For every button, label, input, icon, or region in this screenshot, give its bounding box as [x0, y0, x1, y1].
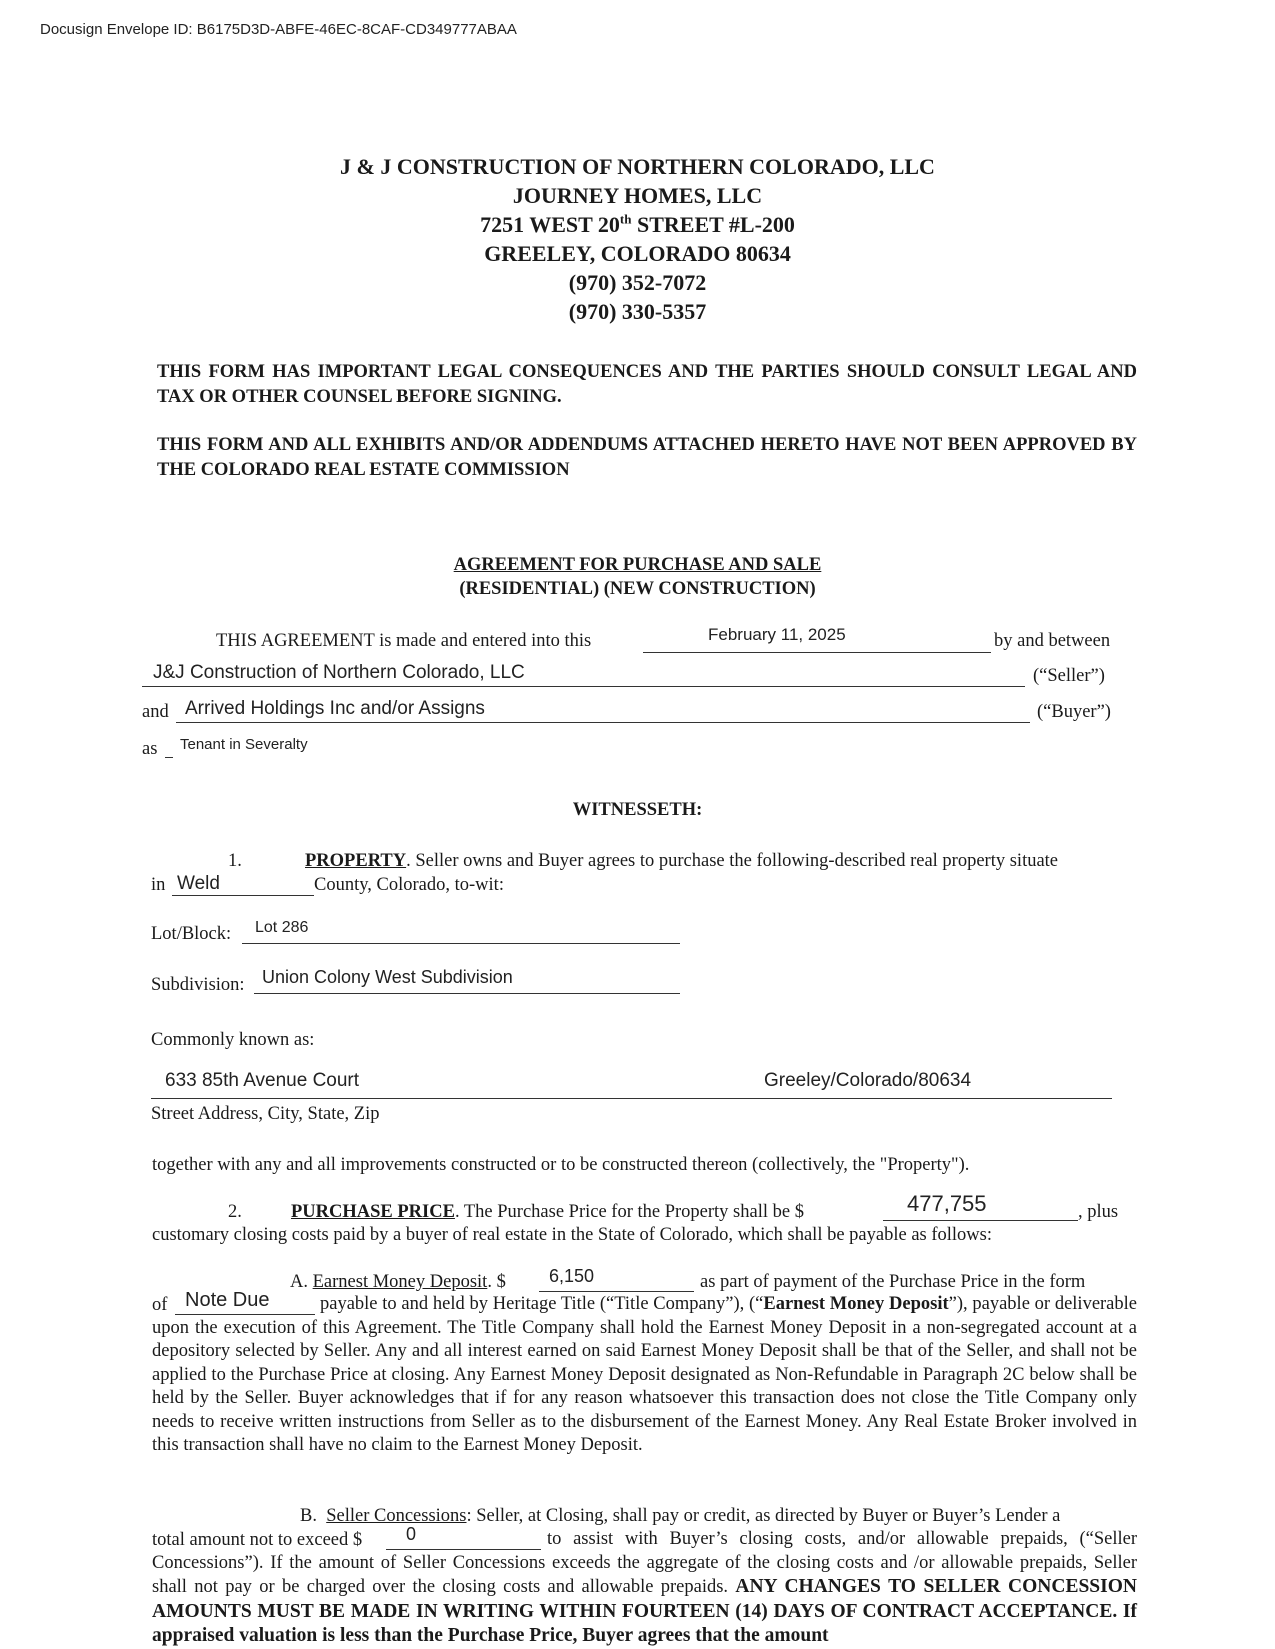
purchase-price: 477,755: [907, 1191, 987, 1216]
and-label: and: [142, 702, 169, 722]
by-and-between: by and between: [994, 631, 1111, 651]
earnest-body: payable to and held by Heritage Title (“Title Company”), (“Earnest Money Deposit”), payable or deliverable upon the execution of this Agreement. The Title Company shall hold the Earnest Money Deposit in a non-segregated account at a depository selected by Seller. Any and all interest earned on said Earnest Money Deposit shall be that of the Seller, and shall not be applied to the Purchase Price at closing. Any Earnest Money Deposit designated as Non-Refundable in Paragraph 2C below shall be held by the Seller. Buyer acknowledges that if for any reason whatsoever this transaction does not close the Title Company only needs to receive written instructions from Seller as to the disbursement of the Earnest Money. Any Real Estate Broker involved in this transaction shall have no claim to the Earnest Money Deposit.: [152, 1294, 1137, 1455]
tenancy: Tenant in Severalty: [180, 736, 308, 753]
commonly-known-label: Commonly known as:: [151, 1030, 315, 1050]
agreement-intro: THIS AGREEMENT is made and entered into this: [216, 631, 592, 651]
earnest-amount: 6,150: [549, 1266, 595, 1286]
legal-warning: THIS FORM HAS IMPORTANT LEGAL CONSEQUENCES AND THE PARTIES SHOULD CONSULT LEGAL AND TAX OR OTHER COUNSEL BEFORE SIGNING.: [157, 362, 1137, 407]
seller-name: J&J Construction of Northern Colorado, LLC: [153, 662, 525, 683]
lot-value: Lot 286: [255, 919, 309, 936]
address-line: [151, 1098, 1112, 1099]
seller-label: (“Seller”): [1033, 666, 1105, 686]
plus-text: , plus: [1078, 1202, 1119, 1222]
buyer-label: (“Buyer”): [1037, 702, 1111, 722]
concessions-heading: Seller Concessions: [326, 1506, 467, 1526]
county-text: County, Colorado, to-wit:: [314, 875, 504, 895]
lot-line: [242, 943, 680, 944]
buyer-name: Arrived Holdings Inc and/or Assigns: [185, 698, 485, 719]
section-2-number: 2.: [228, 1202, 242, 1222]
company-dba: JOURNEY HOMES, LLC: [512, 183, 763, 208]
tenancy-line: [165, 757, 173, 758]
concessions-body: to assist with Buyer’s closing costs, and/or allowable prepaids, (“Seller Concessions”). If the amount of Seller Concessions exceeds the aggregate of the closing costs and /or allowable prepaids, Seller shall not pay or be charged over the closing costs and allowable prepaids. ANY CHANGES TO SELLER CONCESSION AMOUNTS MUST BE MADE IN WRITING WITHIN FOURTEEN (14) DAYS OF CONTRACT ACCEPTANCE. If appraised valuation is less than the Purchase Price, Buyer agrees that the amount: [152, 1529, 1137, 1646]
seller-line: [142, 686, 1025, 687]
buyer-line: [176, 722, 1030, 723]
company-name: J & J CONSTRUCTION OF NORTHERN COLORADO, LLC: [340, 154, 935, 179]
agreement-title-main: AGREEMENT FOR PURCHASE AND SALE: [453, 555, 822, 575]
earnest-amount-line: [539, 1291, 694, 1292]
section-1-intro: PROPERTY. Seller owns and Buyer agrees to purchase the following-described real property situate: [305, 851, 1059, 871]
subdivision-line: [254, 993, 680, 994]
address-caption: Street Address, City, State, Zip: [151, 1104, 380, 1124]
company-phone-1: (970) 352-7072: [568, 270, 707, 295]
agreement-date: February 11, 2025: [708, 625, 846, 644]
date-line: [643, 652, 991, 653]
agreement-title: [0, 553, 1275, 601]
street-address: 633 85th Avenue Court: [165, 1070, 360, 1091]
earnest-intro: A. Earnest Money Deposit. $: [290, 1272, 506, 1292]
concessions-amount: 0: [406, 1524, 417, 1544]
company-header: [0, 152, 1275, 326]
section-1-number: 1.: [228, 851, 242, 871]
county: Weld: [177, 873, 220, 894]
envelope-id: Docusign Envelope ID: B6175D3D-ABFE-46EC-8CAF-CD349777ABAA: [40, 21, 517, 38]
section-2-intro: PURCHASE PRICE. The Purchase Price for the Property shall be $: [291, 1202, 804, 1222]
in-label: in: [151, 875, 166, 895]
together-clause: together with any and all improvements constructed or to be constructed thereon (collectively, the "Property").: [152, 1155, 970, 1175]
city-state-zip: Greeley/Colorado/80634: [764, 1070, 972, 1091]
earnest-text-1: as part of payment of the Purchase Price in the form: [700, 1272, 1086, 1292]
purchase-price-heading: PURCHASE PRICE: [291, 1202, 455, 1222]
lot-label: Lot/Block:: [151, 924, 232, 944]
witnesseth-heading: WITNESSETH:: [572, 800, 703, 820]
commission-warning: THIS FORM AND ALL EXHIBITS AND/OR ADDENDUMS ATTACHED HERETO HAVE NOT BEEN APPROVED BY THE COLORADO REAL ESTATE COMMISSION: [157, 435, 1137, 480]
agreement-title-sub: (RESIDENTIAL) (NEW CONSTRUCTION): [459, 579, 816, 599]
company-phone-2: (970) 330-5357: [568, 299, 707, 324]
of-label: of: [152, 1295, 168, 1315]
subdivision-value: Union Colony West Subdivision: [262, 967, 513, 987]
price-line-2: customary closing costs paid by a buyer of real estate in the State of Colorado, which shall be payable as follows:: [152, 1225, 992, 1245]
company-city: GREELEY, COLORADO 80634: [484, 241, 791, 266]
earnest-heading: Earnest Money Deposit: [312, 1272, 488, 1292]
earnest-form: Note Due: [185, 1289, 270, 1311]
concessions-intro: B. Seller Concessions: Seller, at Closing, shall pay or credit, as directed by Buyer or Buyer’s Lender a: [300, 1506, 1061, 1526]
property-heading: PROPERTY: [305, 851, 407, 871]
company-address: 7251 WEST 20th STREET #L-200: [480, 211, 795, 237]
concessions-total-label: total amount not to exceed $: [152, 1530, 363, 1550]
price-line: [883, 1220, 1078, 1221]
as-label: as: [142, 739, 158, 759]
subdivision-label: Subdivision:: [151, 975, 245, 995]
county-line: [172, 895, 314, 896]
